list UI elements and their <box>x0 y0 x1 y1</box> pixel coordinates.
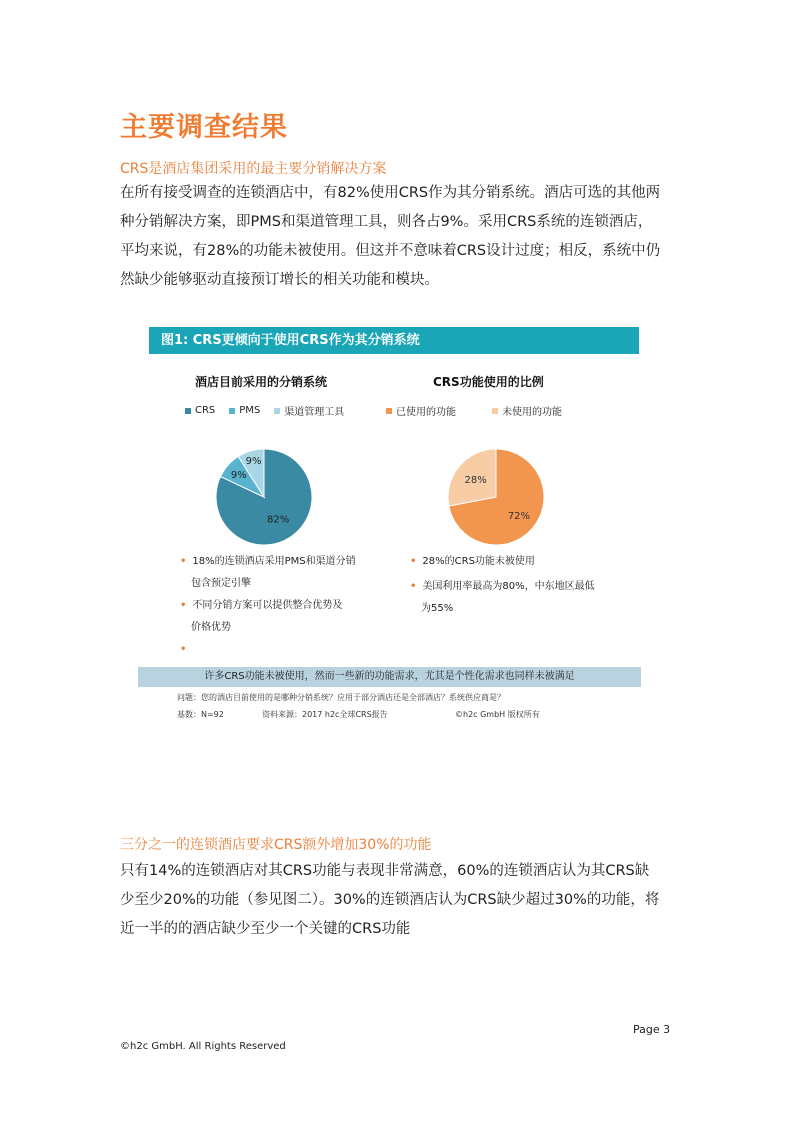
bullet-item: • 18%的连锁酒店采用PMS和渠道分销 <box>180 556 356 567</box>
bullet-text: 28%的CRS功能未被使用 <box>422 556 535 567</box>
pie-data-label: 9% <box>245 456 262 468</box>
footer-copyright: ©h2c GmbH. All Rights Reserved <box>120 1041 286 1052</box>
pie-data-label: 9% <box>230 469 247 481</box>
left-bullets <box>180 551 356 661</box>
pie-data-label: 82% <box>267 514 290 526</box>
figure-source: 资料来源：2017 h2c全球CRS报告 <box>262 710 388 719</box>
figure-question: 问题：您的酒店目前使用的是哪种分销系统？应用于部分酒店还是全部酒店？系统供应商是？ <box>177 693 505 702</box>
paragraph-line: 平均来说，有28%的功能未被使用。但这并不意味着CRS设计过度；相反，系统中仍 <box>120 243 661 259</box>
paragraph-line: 然缺少能够驱动直接预订增长的相关功能和模块。 <box>120 272 439 288</box>
bullet-item: • 美国利用率最高为80%，中东地区最低 <box>410 581 595 592</box>
paragraph-line: 种分销解决方案，即PMS和渠道管理工具，则各占9%。采用CRS系统的连锁酒店， <box>120 214 653 230</box>
legend-label: 渠道管理工具 <box>284 407 345 418</box>
left-chart-title: 酒店目前采用的分销系统 <box>195 375 328 389</box>
paragraph-line: 少至少20%的功能（参见图二）。30%的连锁酒店认为CRS缺少超过30%的功能，将 <box>120 892 660 908</box>
figure-copyright: ©h2c GmbH 版权所有 <box>455 710 540 719</box>
figure-note-bar: 许多CRS功能未被使用，然而一些新的功能需求，尤其是个性化需求也同样未被满足 <box>138 667 641 687</box>
paragraph-line: 近一半的的酒店缺少至少一个关键的CRS功能 <box>120 921 411 937</box>
bullet-text: 美国利用率最高为80%，中东地区最低 <box>422 581 595 592</box>
bullet-item: • 不同分销方案可以提供整合优势及 <box>180 600 343 611</box>
section2-subtitle: 三分之一的连锁酒店要求CRS额外增加30%的功能 <box>120 837 432 853</box>
paragraph-line: 在所有接受调查的连锁酒店中，有82%使用CRS作为其分销系统。酒店可选的其他两 <box>120 185 661 201</box>
right-bullets <box>410 551 595 620</box>
paragraph-line: 只有14%的连锁酒店对其CRS功能与表现非常满意，60%的连锁酒店认为其CRS缺 <box>120 863 650 879</box>
right-chart-title: CRS功能使用的比例 <box>433 375 544 389</box>
pie-chart-crs-feature-usage <box>448 449 544 545</box>
section1-subtitle: CRS是酒店集团采用的最主要分销解决方案 <box>120 161 387 177</box>
bullet-item: • 28%的CRS功能未被使用 <box>410 556 535 567</box>
figure-title-bar: 图1: CRS更倾向于使用CRS作为其分销系统 <box>149 327 639 354</box>
pie-chart-distribution-systems <box>216 449 312 545</box>
bullet-text: 18%的连锁酒店采用PMS和渠道分销 <box>192 556 356 567</box>
figure-base: 基数：N=92 <box>177 710 224 719</box>
pie-data-label: 28% <box>464 475 487 487</box>
legend-label: PMS <box>239 405 261 416</box>
bullet-item: • <box>180 644 187 655</box>
page-number: Page 3 <box>633 1023 671 1036</box>
bullet-continuation: 包含预定引擎 <box>191 578 251 589</box>
section2-paragraph <box>120 857 680 944</box>
legend-label: 已使用的功能 <box>396 407 456 418</box>
page-heading: 主要调查结果 <box>120 112 288 143</box>
legend-label: 未使用的功能 <box>502 407 562 418</box>
bullet-text: 不同分销方案可以提供整合优势及 <box>192 600 343 611</box>
bullet-continuation: 价格优势 <box>191 622 231 633</box>
legend-label: CRS <box>195 405 216 416</box>
pie-data-label: 72% <box>507 510 531 522</box>
bullet-continuation: 为55% <box>421 603 454 614</box>
